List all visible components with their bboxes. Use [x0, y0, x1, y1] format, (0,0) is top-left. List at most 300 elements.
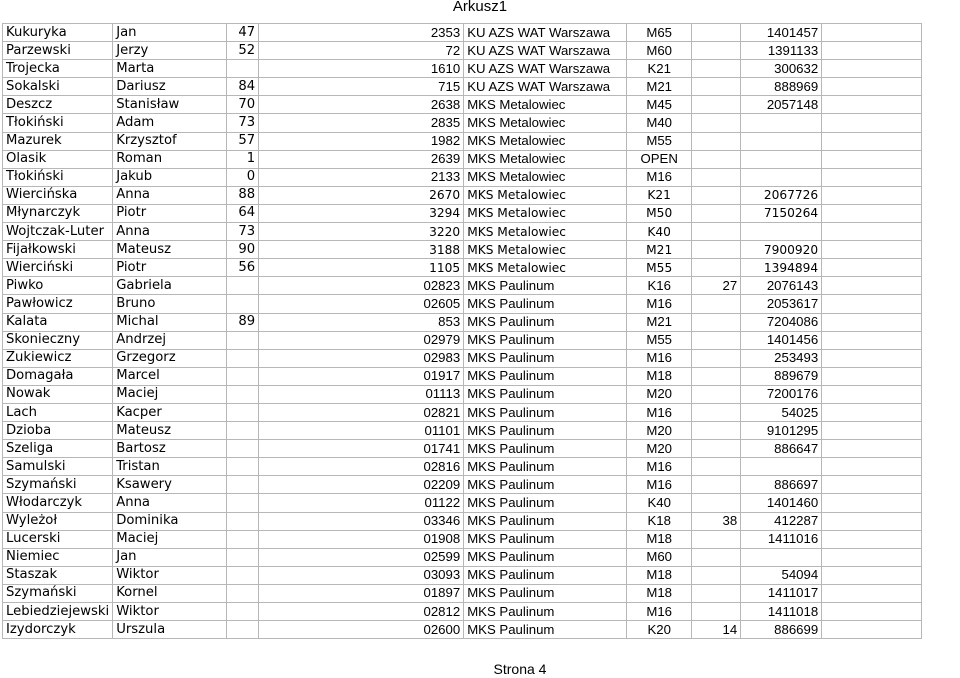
license-cell: 01741: [259, 440, 464, 458]
number-cell: 70: [227, 96, 259, 114]
number-cell: 47: [227, 24, 259, 42]
empty-cell: [822, 530, 922, 548]
table-row: [3, 367, 922, 385]
club-cell: MKS Metalowiec: [464, 204, 627, 222]
table-row: [3, 476, 922, 494]
first-name-cell: Anna: [113, 223, 227, 241]
category-cell: M16: [627, 603, 692, 621]
license-cell: 2670: [259, 186, 464, 204]
empty-cell: [822, 349, 922, 367]
license-cell: 1610: [259, 60, 464, 78]
license-cell: 2639: [259, 150, 464, 168]
id-cell: 7900920: [741, 241, 822, 259]
club-cell: MKS Paulinum: [464, 295, 627, 313]
empty-cell: [822, 494, 922, 512]
number-cell: [227, 295, 259, 313]
id-cell: 2076143: [741, 277, 822, 295]
number-cell: [227, 403, 259, 421]
table-row: [3, 422, 922, 440]
first-name-cell: Roman: [113, 150, 227, 168]
first-name-cell: Gabriela: [113, 277, 227, 295]
license-cell: 3294: [259, 204, 464, 222]
id-cell: 300632: [741, 60, 822, 78]
last-name-cell: Skonieczny: [3, 331, 113, 349]
table-row: [3, 530, 922, 548]
last-name-cell: Parzewski: [3, 42, 113, 60]
license-cell: 72: [259, 42, 464, 60]
extra-cell: [692, 204, 741, 222]
id-cell: 412287: [741, 512, 822, 530]
number-cell: [227, 385, 259, 403]
club-cell: MKS Paulinum: [464, 422, 627, 440]
club-cell: MKS Paulinum: [464, 458, 627, 476]
license-cell: 2835: [259, 114, 464, 132]
id-cell: 886697: [741, 476, 822, 494]
empty-cell: [822, 78, 922, 96]
first-name-cell: Dariusz: [113, 78, 227, 96]
table-row: [3, 24, 922, 42]
extra-cell: [692, 367, 741, 385]
category-cell: M21: [627, 313, 692, 331]
club-cell: MKS Paulinum: [464, 331, 627, 349]
table-row: [3, 458, 922, 476]
empty-cell: [822, 24, 922, 42]
extra-cell: [692, 530, 741, 548]
last-name-cell: Wiercińska: [3, 186, 113, 204]
last-name-cell: Deszcz: [3, 96, 113, 114]
empty-cell: [822, 422, 922, 440]
extra-cell: [692, 494, 741, 512]
extra-cell: [692, 331, 741, 349]
category-cell: M16: [627, 458, 692, 476]
club-cell: KU AZS WAT Warszawa: [464, 78, 627, 96]
extra-cell: [692, 259, 741, 277]
last-name-cell: Lucerski: [3, 530, 113, 548]
table-row: [3, 494, 922, 512]
number-cell: [227, 367, 259, 385]
last-name-cell: Kukuryka: [3, 24, 113, 42]
empty-cell: [822, 440, 922, 458]
first-name-cell: Jan: [113, 24, 227, 42]
license-cell: 3188: [259, 241, 464, 259]
last-name-cell: Samulski: [3, 458, 113, 476]
first-name-cell: Marta: [113, 60, 227, 78]
category-cell: M21: [627, 241, 692, 259]
sheet-title: Arkusz1: [452, 0, 508, 15]
empty-cell: [822, 295, 922, 313]
license-cell: 02979: [259, 331, 464, 349]
club-cell: MKS Metalowiec: [464, 241, 627, 259]
category-cell: M40: [627, 114, 692, 132]
id-cell: [741, 114, 822, 132]
table-row: [3, 331, 922, 349]
license-cell: 2353: [259, 24, 464, 42]
table-row: [3, 60, 922, 78]
extra-cell: [692, 223, 741, 241]
empty-cell: [822, 241, 922, 259]
table-row: [3, 349, 922, 367]
last-name-cell: Tłokiński: [3, 168, 113, 186]
last-name-cell: Szeliga: [3, 440, 113, 458]
category-cell: M20: [627, 440, 692, 458]
number-cell: [227, 440, 259, 458]
id-cell: 54094: [741, 566, 822, 584]
extra-cell: [692, 603, 741, 621]
club-cell: MKS Paulinum: [464, 313, 627, 331]
club-cell: MKS Metalowiec: [464, 96, 627, 114]
extra-cell: [692, 78, 741, 96]
last-name-cell: Niemiec: [3, 548, 113, 566]
id-cell: 253493: [741, 349, 822, 367]
table-row: [3, 78, 922, 96]
table-row: [3, 259, 922, 277]
first-name-cell: Jerzy: [113, 42, 227, 60]
last-name-cell: Szymański: [3, 584, 113, 602]
club-cell: MKS Paulinum: [464, 548, 627, 566]
id-cell: 7204086: [741, 313, 822, 331]
empty-cell: [822, 512, 922, 530]
last-name-cell: Trojecka: [3, 60, 113, 78]
last-name-cell: Wierciński: [3, 259, 113, 277]
category-cell: M55: [627, 259, 692, 277]
club-cell: MKS Paulinum: [464, 403, 627, 421]
last-name-cell: Fijałkowski: [3, 241, 113, 259]
first-name-cell: Maciej: [113, 530, 227, 548]
number-cell: 89: [227, 313, 259, 331]
license-cell: 853: [259, 313, 464, 331]
extra-cell: [692, 476, 741, 494]
table-row: [3, 42, 922, 60]
number-cell: [227, 60, 259, 78]
number-cell: [227, 458, 259, 476]
category-cell: K16: [627, 277, 692, 295]
extra-cell: [692, 132, 741, 150]
number-cell: 90: [227, 241, 259, 259]
id-cell: [741, 132, 822, 150]
table-row: [3, 440, 922, 458]
table-row: [3, 385, 922, 403]
extra-cell: [692, 548, 741, 566]
number-cell: [227, 277, 259, 295]
extra-cell: [692, 458, 741, 476]
extra-cell: [692, 584, 741, 602]
id-cell: 2053617: [741, 295, 822, 313]
number-cell: 57: [227, 132, 259, 150]
category-cell: M20: [627, 385, 692, 403]
table-row: [3, 150, 922, 168]
number-cell: 88: [227, 186, 259, 204]
extra-cell: [692, 566, 741, 584]
id-cell: [741, 548, 822, 566]
club-cell: KU AZS WAT Warszawa: [464, 60, 627, 78]
first-name-cell: Kornel: [113, 584, 227, 602]
id-cell: [741, 150, 822, 168]
number-cell: [227, 584, 259, 602]
id-cell: 886647: [741, 440, 822, 458]
first-name-cell: Krzysztof: [113, 132, 227, 150]
club-cell: MKS Paulinum: [464, 494, 627, 512]
last-name-cell: Wyleżoł: [3, 512, 113, 530]
id-cell: 1401457: [741, 24, 822, 42]
empty-cell: [822, 42, 922, 60]
empty-cell: [822, 204, 922, 222]
license-cell: 03346: [259, 512, 464, 530]
id-cell: 1401456: [741, 331, 822, 349]
last-name-cell: Mazurek: [3, 132, 113, 150]
club-cell: KU AZS WAT Warszawa: [464, 42, 627, 60]
license-cell: 1105: [259, 259, 464, 277]
club-cell: MKS Metalowiec: [464, 186, 627, 204]
first-name-cell: Andrzej: [113, 331, 227, 349]
category-cell: K20: [627, 621, 692, 639]
empty-cell: [822, 403, 922, 421]
club-cell: MKS Paulinum: [464, 440, 627, 458]
category-cell: K21: [627, 186, 692, 204]
table-row: [3, 584, 922, 602]
first-name-cell: Anna: [113, 186, 227, 204]
category-cell: M20: [627, 422, 692, 440]
extra-cell: 38: [692, 512, 741, 530]
first-name-cell: Piotr: [113, 204, 227, 222]
empty-cell: [822, 548, 922, 566]
license-cell: 01917: [259, 367, 464, 385]
extra-cell: [692, 385, 741, 403]
club-cell: MKS Paulinum: [464, 603, 627, 621]
last-name-cell: Szymański: [3, 476, 113, 494]
license-cell: 02821: [259, 403, 464, 421]
club-cell: MKS Paulinum: [464, 367, 627, 385]
club-cell: MKS Paulinum: [464, 476, 627, 494]
club-cell: MKS Paulinum: [464, 277, 627, 295]
club-cell: MKS Paulinum: [464, 385, 627, 403]
id-cell: 1411017: [741, 584, 822, 602]
number-cell: [227, 512, 259, 530]
first-name-cell: Jan: [113, 548, 227, 566]
license-cell: 2638: [259, 96, 464, 114]
category-cell: M60: [627, 42, 692, 60]
empty-cell: [822, 566, 922, 584]
category-cell: K18: [627, 512, 692, 530]
empty-cell: [822, 621, 922, 639]
license-cell: 01101: [259, 422, 464, 440]
extra-cell: [692, 150, 741, 168]
table-row: [3, 168, 922, 186]
table-row: [3, 566, 922, 584]
table-row: [3, 241, 922, 259]
license-cell: 715: [259, 78, 464, 96]
club-cell: MKS Metalowiec: [464, 259, 627, 277]
first-name-cell: Tristan: [113, 458, 227, 476]
empty-cell: [822, 458, 922, 476]
number-cell: 56: [227, 259, 259, 277]
id-cell: 2057148: [741, 96, 822, 114]
license-cell: 02983: [259, 349, 464, 367]
id-cell: 7200176: [741, 385, 822, 403]
first-name-cell: Michal: [113, 313, 227, 331]
extra-cell: 14: [692, 621, 741, 639]
number-cell: 73: [227, 223, 259, 241]
category-cell: M18: [627, 584, 692, 602]
first-name-cell: Stanisław: [113, 96, 227, 114]
category-cell: M16: [627, 403, 692, 421]
club-cell: MKS Paulinum: [464, 621, 627, 639]
extra-cell: [692, 295, 741, 313]
first-name-cell: Piotr: [113, 259, 227, 277]
table-row: [3, 313, 922, 331]
number-cell: 52: [227, 42, 259, 60]
category-cell: M16: [627, 349, 692, 367]
club-cell: MKS Metalowiec: [464, 132, 627, 150]
club-cell: MKS Metalowiec: [464, 114, 627, 132]
table-body: [3, 24, 922, 639]
category-cell: K40: [627, 223, 692, 241]
id-cell: 1391133: [741, 42, 822, 60]
club-cell: MKS Paulinum: [464, 584, 627, 602]
empty-cell: [822, 476, 922, 494]
first-name-cell: Marcel: [113, 367, 227, 385]
id-cell: 1394894: [741, 259, 822, 277]
extra-cell: [692, 440, 741, 458]
category-cell: M50: [627, 204, 692, 222]
empty-cell: [822, 331, 922, 349]
empty-cell: [822, 385, 922, 403]
table-row: [3, 403, 922, 421]
number-cell: [227, 331, 259, 349]
category-cell: M16: [627, 476, 692, 494]
number-cell: [227, 548, 259, 566]
license-cell: 02209: [259, 476, 464, 494]
empty-cell: [822, 186, 922, 204]
license-cell: 02599: [259, 548, 464, 566]
category-cell: M18: [627, 530, 692, 548]
empty-cell: [822, 584, 922, 602]
last-name-cell: Dzioba: [3, 422, 113, 440]
first-name-cell: Grzegorz: [113, 349, 227, 367]
last-name-cell: Izydorczyk: [3, 621, 113, 639]
last-name-cell: Pawłowicz: [3, 295, 113, 313]
club-cell: MKS Metalowiec: [464, 223, 627, 241]
license-cell: 02600: [259, 621, 464, 639]
category-cell: K21: [627, 60, 692, 78]
id-cell: 54025: [741, 403, 822, 421]
number-cell: 84: [227, 78, 259, 96]
id-cell: 889679: [741, 367, 822, 385]
category-cell: K40: [627, 494, 692, 512]
empty-cell: [822, 223, 922, 241]
id-cell: 888969: [741, 78, 822, 96]
first-name-cell: Wiktor: [113, 566, 227, 584]
table-row: [3, 548, 922, 566]
category-cell: M18: [627, 367, 692, 385]
extra-cell: [692, 24, 741, 42]
id-cell: 2067726: [741, 186, 822, 204]
first-name-cell: Mateusz: [113, 422, 227, 440]
extra-cell: [692, 168, 741, 186]
club-cell: MKS Paulinum: [464, 566, 627, 584]
empty-cell: [822, 313, 922, 331]
first-name-cell: Jakub: [113, 168, 227, 186]
last-name-cell: Staszak: [3, 566, 113, 584]
category-cell: M21: [627, 78, 692, 96]
license-cell: 02812: [259, 603, 464, 621]
last-name-cell: Domagała: [3, 367, 113, 385]
table-row: [3, 277, 922, 295]
empty-cell: [822, 96, 922, 114]
last-name-cell: Lach: [3, 403, 113, 421]
number-cell: [227, 476, 259, 494]
first-name-cell: Anna: [113, 494, 227, 512]
empty-cell: [822, 277, 922, 295]
first-name-cell: Ksawery: [113, 476, 227, 494]
table-row: [3, 132, 922, 150]
club-cell: MKS Paulinum: [464, 349, 627, 367]
first-name-cell: Bruno: [113, 295, 227, 313]
id-cell: 1411016: [741, 530, 822, 548]
club-cell: MKS Metalowiec: [464, 150, 627, 168]
first-name-cell: Kacper: [113, 403, 227, 421]
empty-cell: [822, 114, 922, 132]
empty-cell: [822, 168, 922, 186]
license-cell: 03093: [259, 566, 464, 584]
last-name-cell: Olasik: [3, 150, 113, 168]
extra-cell: [692, 349, 741, 367]
license-cell: 1982: [259, 132, 464, 150]
number-cell: [227, 530, 259, 548]
extra-cell: [692, 403, 741, 421]
extra-cell: [692, 186, 741, 204]
extra-cell: [692, 60, 741, 78]
empty-cell: [822, 150, 922, 168]
category-cell: M45: [627, 96, 692, 114]
license-cell: 02823: [259, 277, 464, 295]
number-cell: [227, 621, 259, 639]
extra-cell: 27: [692, 277, 741, 295]
category-cell: M60: [627, 548, 692, 566]
id-cell: 886699: [741, 621, 822, 639]
empty-cell: [822, 259, 922, 277]
last-name-cell: Nowak: [3, 385, 113, 403]
table-row: [3, 295, 922, 313]
club-cell: MKS Paulinum: [464, 512, 627, 530]
first-name-cell: Mateusz: [113, 241, 227, 259]
number-cell: 0: [227, 168, 259, 186]
first-name-cell: Dominika: [113, 512, 227, 530]
category-cell: M55: [627, 331, 692, 349]
table-row: [3, 204, 922, 222]
category-cell: M16: [627, 295, 692, 313]
extra-cell: [692, 42, 741, 60]
license-cell: 02816: [259, 458, 464, 476]
number-cell: [227, 603, 259, 621]
number-cell: [227, 494, 259, 512]
first-name-cell: Bartosz: [113, 440, 227, 458]
empty-cell: [822, 603, 922, 621]
first-name-cell: Adam: [113, 114, 227, 132]
license-cell: 01122: [259, 494, 464, 512]
page-number: Strona 4: [493, 661, 547, 677]
number-cell: 1: [227, 150, 259, 168]
extra-cell: [692, 114, 741, 132]
club-cell: MKS Paulinum: [464, 530, 627, 548]
id-cell: [741, 458, 822, 476]
table-row: [3, 96, 922, 114]
last-name-cell: Tłokiński: [3, 114, 113, 132]
license-cell: 01897: [259, 584, 464, 602]
table-row: [3, 512, 922, 530]
id-cell: 1401460: [741, 494, 822, 512]
data-table: [2, 23, 922, 639]
license-cell: 2133: [259, 168, 464, 186]
